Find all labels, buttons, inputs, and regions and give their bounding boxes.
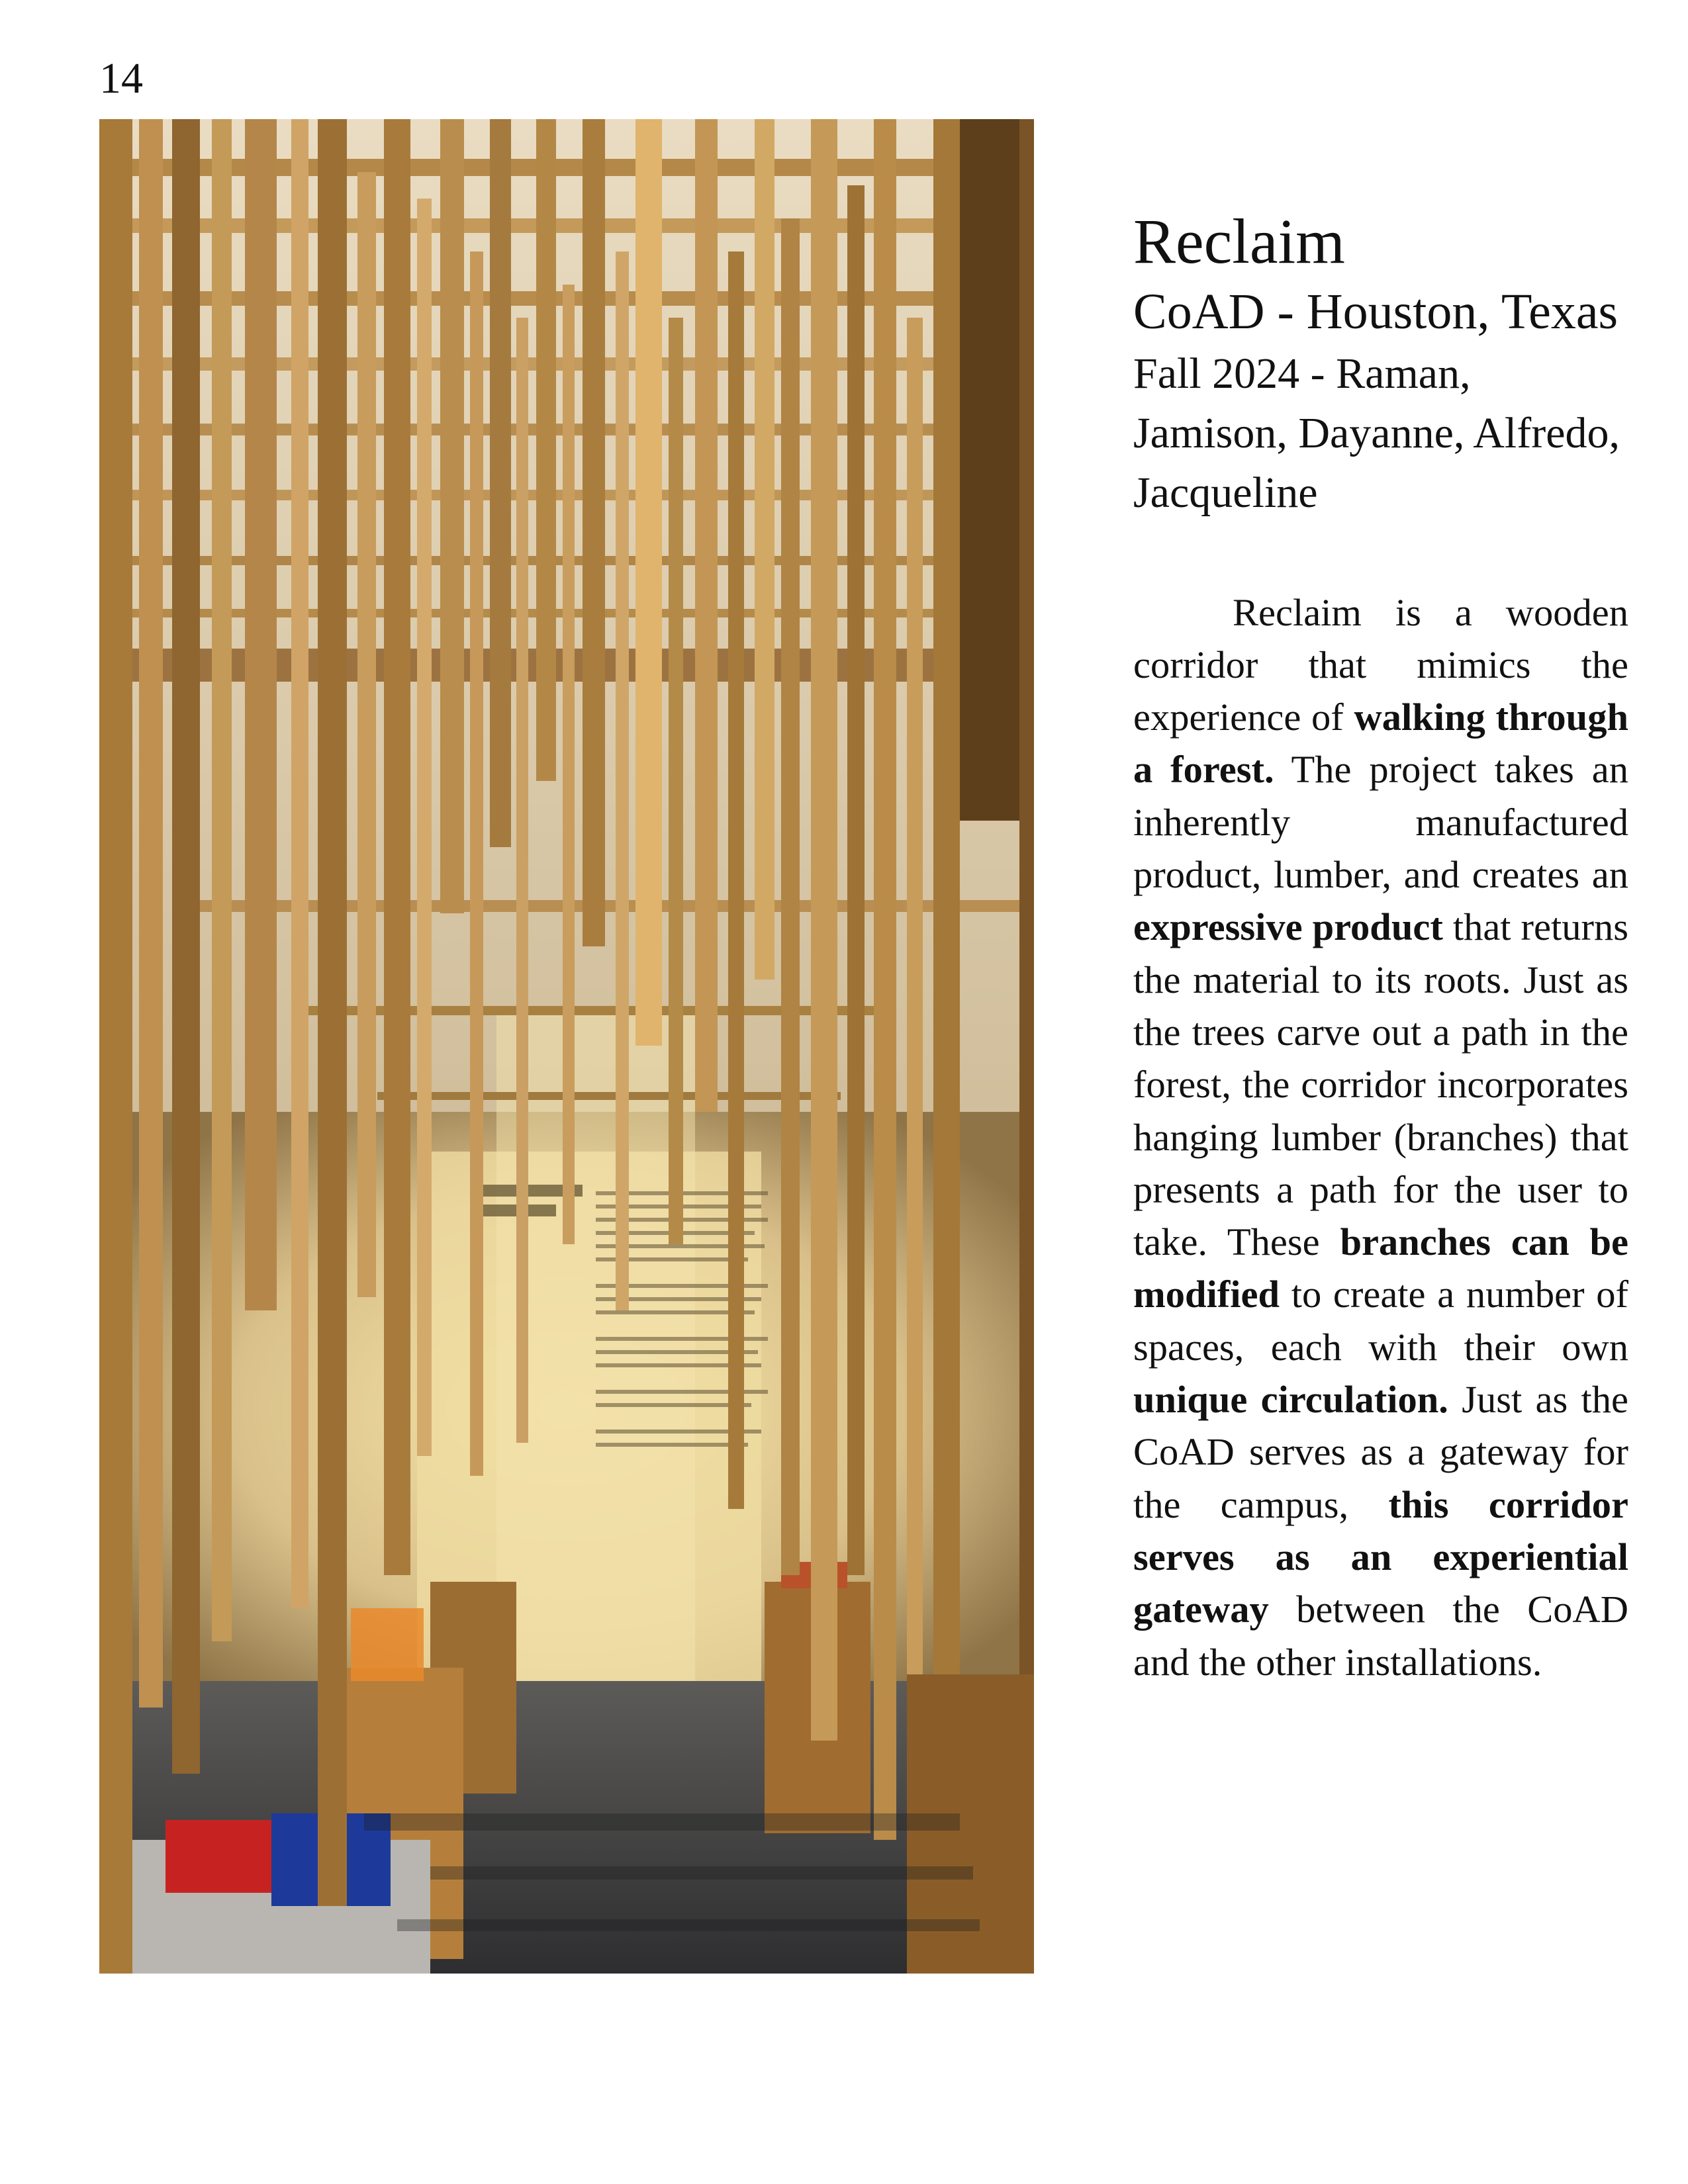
text-column bbox=[1133, 206, 1628, 1727]
description-text-2: The project takes an inherently manufactured product, lumber, and creates an bbox=[1133, 748, 1628, 897]
installation-photo bbox=[99, 119, 1034, 1974]
page-number: 14 bbox=[99, 54, 143, 103]
description-text-3: that returns the material to its roots. Just as the trees carve out a path in the forest, the corridor incorporates hanging lumber (branches) that presents a path for the user to take. These bbox=[1133, 905, 1628, 1264]
description-emphasis-1: walking through a forest. bbox=[1133, 696, 1628, 792]
description-text-6: between the CoAD and the other installations. bbox=[1133, 1588, 1628, 1684]
description-text-5: Just as the CoAD serves as a gateway for the campus, bbox=[1133, 1378, 1628, 1526]
description-text-1: Reclaim is a wooden corridor that mimics the experience of bbox=[1133, 590, 1628, 739]
project-credits: Fall 2024 - Raman, Jamison, Dayanne, Alfredo, Jacqueline bbox=[1133, 349, 1620, 517]
description-emphasis-4: unique circulation. bbox=[1133, 1378, 1448, 1422]
description-text-4: to create a number of spaces, each with their own bbox=[1133, 1273, 1628, 1369]
description-emphasis-5: this corridor serves as an experiential gateway bbox=[1133, 1482, 1629, 1631]
project-title: Reclaim bbox=[1133, 206, 1345, 277]
wooden-corridor-image bbox=[99, 119, 1034, 1974]
description-emphasis-2: expressive product bbox=[1133, 905, 1443, 949]
description-emphasis-3: branches can be modified bbox=[1133, 1220, 1628, 1316]
project-location: CoAD - Houston, Texas bbox=[1133, 283, 1618, 340]
project-description bbox=[1133, 586, 1628, 1688]
